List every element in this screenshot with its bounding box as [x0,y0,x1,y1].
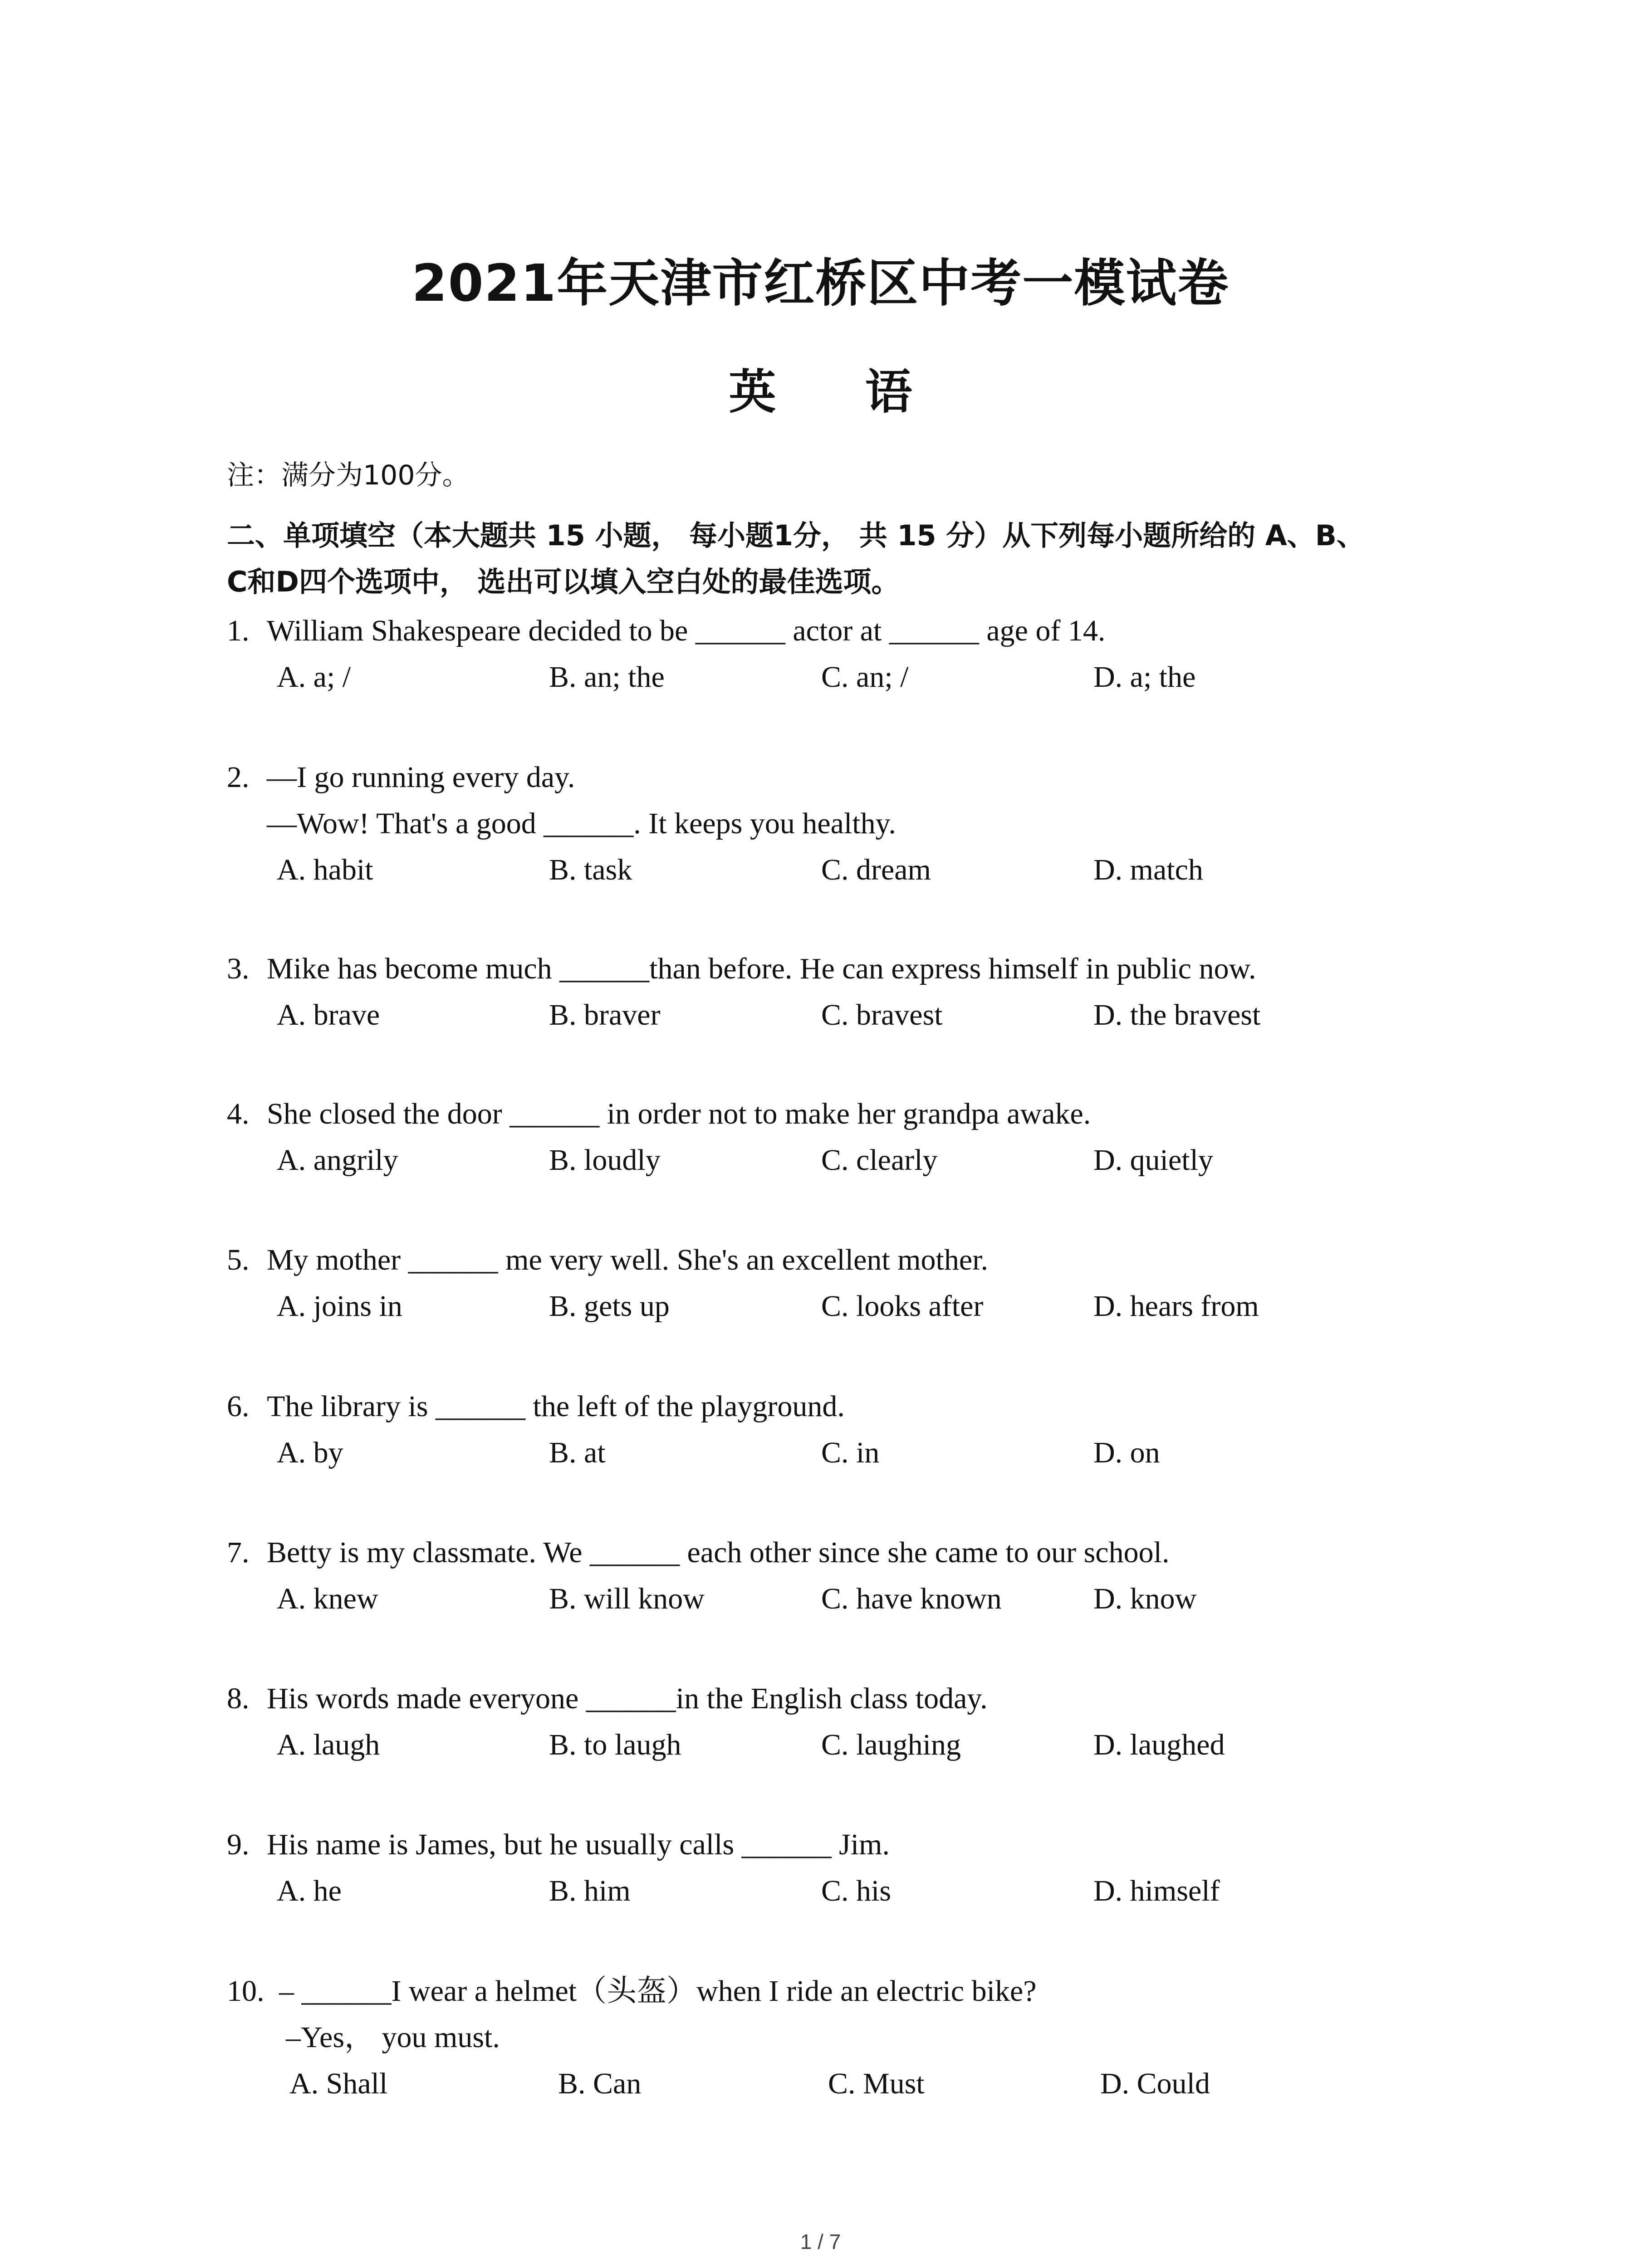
question-1 [227,608,1452,700]
option-d: D. a; the [1093,660,1196,694]
question-number: 9. [227,1828,250,1861]
option-a: A. laugh [277,1728,380,1761]
question-text: Mike has become much ______than before. He can express himself in public now. [267,952,1256,985]
question-text-line-2: –Yes， you must. [286,2021,500,2054]
question-text: His name is James, but he usually calls ______ Jim. [267,1828,890,1861]
option-d: D. Could [1100,2067,1210,2100]
question-text: She closed the door ______ in order not to make her grandpa awake. [267,1097,1091,1130]
question-number: 10. [227,1975,265,2008]
option-d: D. himself [1093,1874,1220,1907]
option-c: C. in [821,1436,880,1469]
subject-title: 英 语 [729,364,949,420]
question-6 [227,1383,1452,1476]
option-b: B. at [549,1436,606,1469]
option-d: D. match [1093,853,1203,886]
question-text: —I go running every day. [267,761,575,794]
option-a: A. Shall [289,2067,388,2100]
question-2 [227,754,1452,893]
section-heading [227,513,1452,605]
option-b: B. Can [558,2067,642,2100]
answer-options [227,1137,1452,1183]
question-text: William Shakespeare decided to be ______ actor at ______ age of 14. [267,614,1106,647]
option-a: A. brave [277,998,380,1031]
question-text: My mother ______ me very well. She's an excellent mother. [267,1243,989,1276]
answer-options [227,1722,1452,1768]
option-c: C. looks after [821,1290,984,1323]
score-note: 注：满分为100分。 [227,459,470,491]
page-number: 1 / 7 [800,2230,841,2253]
question-text: The library is ______ the left of the playground. [267,1390,845,1423]
question-text: – ______I wear a helmet（头盔）when I ride an electric bike? [279,1975,1037,2008]
question-text: Betty is my classmate. We ______ each other since she came to our school. [267,1536,1170,1569]
question-number: 3. [227,952,250,985]
exam-title: 2021年天津市红桥区中考一模试卷 [411,254,1230,313]
option-a: A. a; / [277,660,351,694]
question-number: 5. [227,1243,250,1276]
option-a: A. joins in [277,1290,402,1323]
question-10 [227,1968,1452,2107]
option-a: A. angrily [277,1144,398,1177]
option-c: C. his [821,1874,892,1907]
question-9 [227,1822,1452,1914]
question-number: 4. [227,1097,250,1130]
answer-options [227,1283,1452,1330]
answer-options [227,992,1452,1038]
question-number: 8. [227,1682,250,1715]
question-text-line-2: —Wow! That's a good ______. It keeps you healthy. [267,807,896,840]
option-d: D. quietly [1093,1144,1213,1177]
question-number: 6. [227,1390,250,1423]
question-8 [227,1676,1452,1768]
answer-options [227,654,1452,700]
option-b: B. braver [549,998,661,1031]
answer-options [227,1430,1452,1476]
option-b: B. gets up [549,1290,670,1323]
question-7 [227,1530,1452,1622]
option-c: C. bravest [821,998,943,1031]
section-heading-line-1: 二、单项填空（本大题共 15 小题， 每小题1分， 共 15 分）从下列每小题所给的 A、B、 [227,519,1365,552]
option-a: A. habit [277,853,373,886]
question-text: His words made everyone ______in the English class today. [267,1682,988,1715]
option-a: A. knew [277,1582,378,1615]
option-c: C. Must [828,2067,925,2100]
option-d: D. know [1093,1582,1197,1615]
question-number: 7. [227,1536,250,1569]
answer-options [227,2061,1452,2107]
option-b: B. will know [549,1582,705,1615]
option-b: B. an; the [549,660,665,694]
answer-options [227,847,1452,893]
option-c: C. dream [821,853,931,886]
question-number: 1. [227,614,250,647]
option-c: C. have known [821,1582,1002,1615]
option-a: A. by [277,1436,343,1469]
option-c: C. laughing [821,1728,961,1761]
question-3 [227,946,1452,1038]
option-b: B. him [549,1874,631,1907]
answer-options [227,1576,1452,1622]
answer-options [227,1868,1452,1914]
option-d: D. hears from [1093,1290,1259,1323]
option-c: C. an; / [821,660,909,694]
question-4 [227,1091,1452,1183]
question-number: 2. [227,761,250,794]
option-d: D. on [1093,1436,1160,1469]
option-c: C. clearly [821,1144,938,1177]
option-d: D. laughed [1093,1728,1225,1761]
option-b: B. task [549,853,632,886]
option-b: B. loudly [549,1144,661,1177]
option-b: B. to laugh [549,1728,681,1761]
question-5 [227,1237,1452,1330]
option-a: A. he [277,1874,342,1907]
option-d: D. the bravest [1093,998,1261,1031]
section-heading-line-2: C和D四个选项中， 选出可以填入空白处的最佳选项。 [227,565,900,598]
